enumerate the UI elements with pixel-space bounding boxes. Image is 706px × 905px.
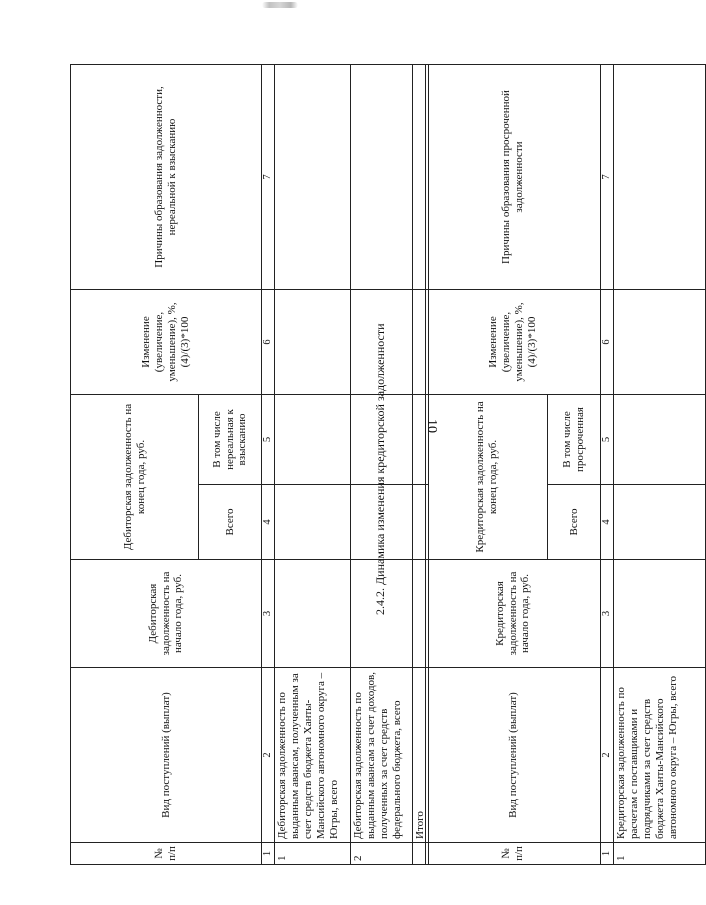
col-num-7: 7	[601, 65, 614, 290]
empty-cell	[275, 65, 351, 290]
header-type: Вид поступлений (выплат)	[426, 668, 601, 843]
empty-cell	[275, 560, 351, 668]
table-row	[275, 65, 351, 865]
empty-cell	[275, 290, 351, 395]
col-num-1: 1	[262, 843, 275, 865]
header-row	[71, 65, 199, 865]
header-sub: В том числе нереальная к взысканию	[199, 395, 262, 485]
header-no: № п/п	[426, 843, 601, 865]
row-type: Дебиторская задолженность по выданным авансам, полученным за счет средств бюджета Ханты-Мансийского автономного округа – Югры, всего	[275, 668, 351, 843]
col-num-3: 3	[262, 560, 275, 668]
empty-cell	[614, 65, 706, 290]
header-end-group: Кредиторская задолженность на конец года, руб.	[426, 395, 548, 560]
col-num-4: 4	[262, 485, 275, 560]
col-num-5: 5	[601, 395, 614, 485]
scan-smudge	[262, 2, 298, 8]
header-sub: В том числе просроченная	[548, 395, 601, 485]
rotated-content	[70, 15, 680, 875]
header-reasons: Причины образования задолженности, нереальной к взысканию	[71, 65, 262, 290]
page-number: 10	[424, 419, 439, 433]
empty-cell	[614, 485, 706, 560]
col-num-6: 6	[601, 290, 614, 395]
row-type: Кредиторская задолженность по расчетам с поставщиками и подрядчиками за счет средств бюджета Ханты-Мансийского автономного округа – Югры, всего	[614, 668, 706, 843]
col-num-2: 2	[262, 668, 275, 843]
header-start: Дебиторская задолженность на начало года, руб.	[71, 560, 262, 668]
col-num-7: 7	[262, 65, 275, 290]
payables-table	[425, 64, 706, 865]
header-total: Всего	[199, 485, 262, 560]
header-change: Изменение (увеличение, уменьшение), %, (4)/(3)*100	[71, 290, 262, 395]
header-type: Вид поступлений (выплат)	[71, 668, 262, 843]
table-row	[614, 65, 706, 865]
col-num-2: 2	[601, 668, 614, 843]
empty-cell	[275, 395, 351, 485]
column-number-row	[601, 65, 614, 865]
empty-cell	[614, 290, 706, 395]
empty-cell	[614, 560, 706, 668]
header-reasons: Причины образования просроченной задолженности	[426, 65, 601, 290]
col-num-1: 1	[601, 843, 614, 865]
row-type: Дебиторская задолженность по выданным авансам за счет доходов, полученных за счет средств федерального бюджета, всего	[351, 668, 413, 843]
empty-cell	[275, 485, 351, 560]
row-no: 2	[351, 843, 413, 865]
empty-cell	[614, 395, 706, 485]
row-no: 1	[275, 843, 351, 865]
column-number-row	[262, 65, 275, 865]
row-no: 1	[614, 843, 706, 865]
header-start: Кредиторская задолженность на начало года, руб.	[426, 560, 601, 668]
col-num-3: 3	[601, 560, 614, 668]
header-no: № п/п	[71, 843, 262, 865]
header-change: Изменение (увеличение, уменьшение), %, (4)/(3)*100	[426, 290, 601, 395]
col-num-4: 4	[601, 485, 614, 560]
row-type: Итого	[413, 668, 429, 843]
header-total: Всего	[548, 485, 601, 560]
header-end-group: Дебиторская задолженность на конец года, руб.	[71, 395, 199, 560]
section-title: 2.4.2. Динамика изменения кредиторской задолженности	[373, 323, 387, 615]
header-row	[426, 65, 548, 865]
col-num-6: 6	[262, 290, 275, 395]
col-num-5: 5	[262, 395, 275, 485]
